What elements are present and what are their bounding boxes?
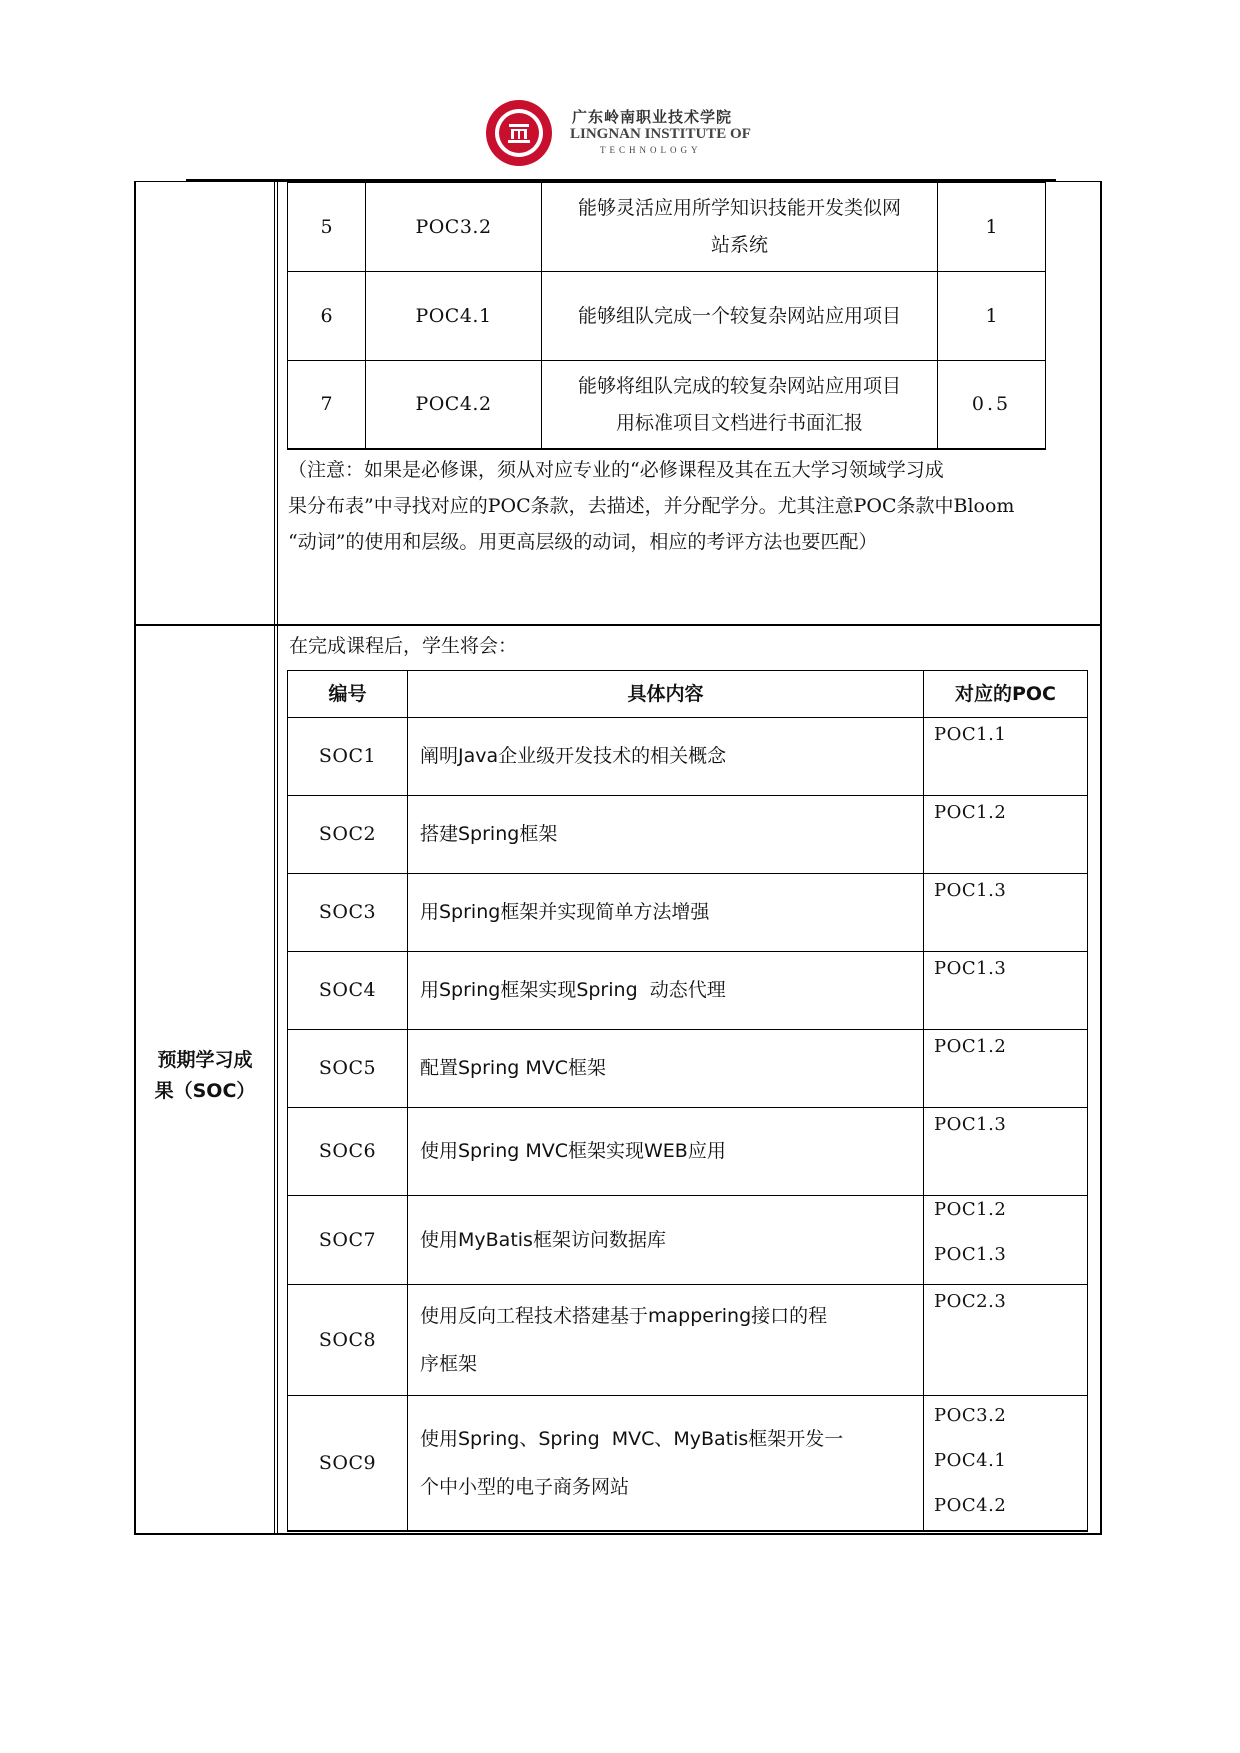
soc-content: 使用反向工程技术搭建基于mappering接口的程 序框架 <box>420 1305 828 1375</box>
soc-content: 阐明Java企业级开发技术的相关概念 <box>420 745 727 767</box>
outer-bottom-border <box>134 1533 1102 1535</box>
soc-number: SOC8 <box>318 1328 377 1351</box>
poc-row-credit: 1 <box>985 215 998 238</box>
poc-note: （注意：如果是必修课，须从对应专业的“必修课程及其在五大学习领域学习成 果分布表”中寻找对应的POC条款，去描述，并分配学分。尤其注意POC条款中Bloom “动词”的使用和层级。用更高层级的动词，相应的考评方法也要匹配） <box>288 459 1015 553</box>
outer-right-border <box>1100 182 1102 1535</box>
soc-header-poc: 对应的POC <box>954 682 1057 705</box>
poc-row-code: POC3.2 <box>415 215 492 238</box>
school-name-cn: 广东岭南职业技术学院 <box>572 108 733 126</box>
poc-row-description: 能够将组队完成的较复杂网站应用项目 用标准项目文档进行书面汇报 <box>577 374 901 434</box>
poc-row-number: 5 <box>320 215 333 238</box>
school-seal-icon <box>484 98 554 168</box>
poc-row-number: 7 <box>320 393 333 415</box>
soc-poc-list: POC1.2 <box>934 802 1007 823</box>
soc-intro: 在完成课程后，学生将会： <box>289 635 518 657</box>
soc-content: 使用Spring MVC框架实现WEB应用 <box>420 1140 726 1162</box>
soc-content: 使用MyBatis框架访问数据库 <box>420 1228 666 1251</box>
section-divider <box>134 624 1102 626</box>
soc-poc-list: POC1.3 <box>934 958 1007 979</box>
soc-number: SOC7 <box>318 1228 377 1251</box>
soc-poc-list: POC2.3 <box>934 1291 1007 1312</box>
soc-poc-list: POC1.3 <box>934 880 1007 901</box>
soc-number: SOC3 <box>318 901 377 923</box>
school-logo <box>484 98 554 168</box>
soc-poc-list: POC1.3 <box>934 1114 1007 1135</box>
soc-content: 搭建Spring框架 <box>420 823 558 845</box>
soc-content: 用Spring框架实现Spring 动态代理 <box>420 979 726 1001</box>
soc-number: SOC9 <box>318 1451 377 1474</box>
poc-row-code: POC4.1 <box>415 304 492 327</box>
poc-row-description: 能够组队完成一个较复杂网站应用项目 <box>577 304 901 327</box>
poc-row-number: 6 <box>320 304 333 327</box>
soc-poc-list: POC1.1 <box>934 724 1007 745</box>
soc-header-number: 编号 <box>328 682 367 705</box>
soc-content: 用Spring框架并实现简单方法增强 <box>420 901 710 923</box>
soc-number: SOC6 <box>318 1140 377 1162</box>
soc-number: SOC1 <box>318 745 377 767</box>
soc-number: SOC4 <box>318 979 377 1001</box>
label-col-divider-b <box>277 182 278 1535</box>
soc-number: SOC5 <box>318 1057 377 1079</box>
soc-number: SOC2 <box>318 823 377 845</box>
poc-row-credit: 1 <box>985 304 998 327</box>
school-name-en-line2: TECHNOLOGY <box>600 145 702 155</box>
soc-poc-list: POC3.2 POC4.1 POC4.2 <box>934 1405 1007 1516</box>
soc-poc-list: POC1.2 <box>934 1036 1007 1057</box>
poc-row-credit: 0.5 <box>971 393 1012 415</box>
poc-row-code: POC4.2 <box>415 393 492 415</box>
soc-content: 使用Spring、Spring MVC、MyBatis框架开发一 个中小型的电子商务网站 <box>420 1428 844 1498</box>
school-name-en-line1: LINGNAN INSTITUTE OF <box>570 126 751 142</box>
soc-section-label: 预期学习成 果（SOC） <box>154 1049 256 1102</box>
poc-row-description: 能够灵活应用所学知识技能开发类似网 站系统 <box>577 197 901 256</box>
soc-content: 配置Spring MVC框架 <box>420 1057 607 1079</box>
label-col-divider-a <box>274 182 275 1535</box>
soc-header-content: 具体内容 <box>627 682 704 705</box>
outer-left-border <box>134 182 136 1535</box>
soc-poc-list: POC1.2 POC1.3 <box>934 1199 1007 1265</box>
